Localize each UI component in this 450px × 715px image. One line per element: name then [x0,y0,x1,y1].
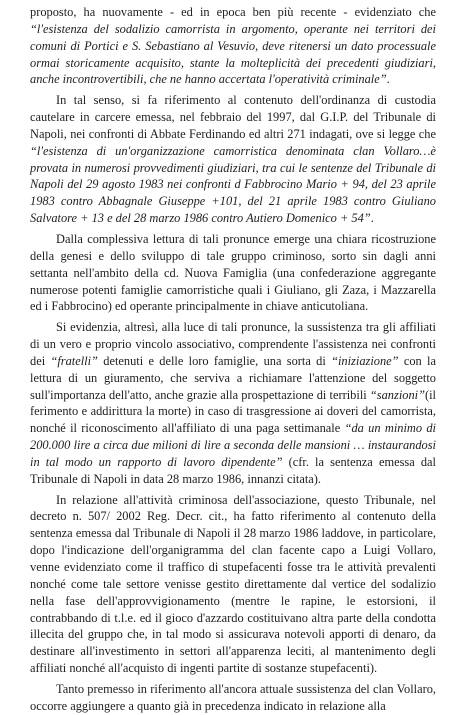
paragraph-text: Tanto premesso in riferimento all'ancora attuale sussistenza del clan Vollaro, occorre aggiungere a quanto già in precedenza indicato in relazione alla [30,681,436,713]
body-paragraph [30,4,436,88]
body-paragraph [30,92,436,227]
quoted-text: “sanzioni” [369,387,425,402]
paragraph-text: In tal senso, si fa riferimento al contenuto dell'ordinanza di custodia cautelare in carcere emessa, nel febbraio del 1997, dal G.I.P. del Tribunale di Napoli, nei confronti di Abbate Ferdinando ed altri 271 indagati, ove si legge che [30,93,436,141]
paragraph-text: (il ferimento e addirittura la morte) in caso di trasgressione ai doveri del camorrista, nonché il riconoscimento all'affiliato di una paga settimanale [30,387,436,436]
paragraph-text: . [370,211,374,226]
paragraph-text: detenuti e delle loro famiglie, una sorta di [97,353,332,368]
paragraph-text: (cfr. la sentenza emessa dal Tribunale di Napoli in data 28 marzo 1986, innanzi citata). [30,454,436,486]
paragraph-text: proposto, ha nuovamente - ed in epoca ben più recente - evidenziato che [30,5,436,19]
body-paragraph [30,231,436,315]
quoted-text: “iniziazione” [331,353,399,368]
body-paragraph [30,319,436,487]
quoted-text: “fratelli” [50,353,98,368]
paragraph-text: Si evidenzia, altresì, alla luce di tali pronunce, la sussistenza tra gli affiliati di un vero e proprio vincolo associativo, comprendente l'assistenza nei confronti dei [30,320,436,368]
body-paragraph [30,681,436,715]
paragraph-text: con la lettura di un giuramento, che serviva a richiamare l'attenzione del soggetto sull'importanza dell'atto, anche grazie alla prospettazione di terribili [30,353,436,402]
quoted-text: “l'esistenza del sodalizio camorrista in argomento, operante nei territori dei comuni di Portici e S. Sebastiano al Vesuvio, deve ritenersi un dato processuale ormai storicamente acquisito, stante la molteplicità dei precedenti giudiziari, anche incontrovertibili, che ne hanno accertata l'operatività criminale” [30,21,436,87]
paragraph-text: . [386,72,390,87]
quoted-text: “da un minimo di 200.000 lire a circa due milioni di lire a seconda delle mansioni … instaurandosi in tal modo un rapporto di lavoro dipendente” [30,421,436,469]
paragraph-text: In relazione all'attività criminosa dell'associazione, questo Tribunale, nel decreto n. 507/ 2002 Reg. Decr. cit., ha fatto riferimento al contenuto della sentenza emessa dal Tribunale di Napoli il 28 marzo 1986 laddove, in particolare, dopo l'indicazione dell'organigramma del clan facente capo a Luigi Vollaro, venne evidenziato come il traffico di stupefacenti fosse tra le attività prevalenti nonché come tale settore venisse gestito direttamente dal vertice del sodalizio nella fase dell'approvvigionamento (mentre le rapine, le estorsioni, il contrabbando di t.l.e. ed il gioco d'azzardo costituivano altra parte della condotta illecita del gruppo che, in tal modo si assicurava notevoli apporti di denaro, da destinare all'investimento in settori all'apparenza leciti, al mantenimento degli affiliati nonché all'acquisto di ingenti partite di sostanze stupefacenti). [30,492,436,676]
quoted-text: “l'esistenza di un'organizzazione camorristica denominata clan Vollaro…è provata in numerosi provvedimenti giudiziari, tra cui le sentenze del Tribunale di Napoli del 29 agosto 1983 nei confronti d Fabbrocino Mario + 94, del 23 aprile 1983 contro Abbagnale Giuseppe +101, del 21 aprile 1983 contro Giuliano Salvatore + 13 e del 28 marzo 1986 contro Autiero Domenico + 54” [30,143,436,226]
paragraph-text: Dalla complessiva lettura di tali pronunce emerge una chiara ricostruzione della genesi e dello sviluppo di tale gruppo criminoso, sorto sin dagli anni settanta nell'ambito della cd. Nuova Famiglia (una confederazione aggregante numerose potenti famiglie camorristiche quali i Giuliano, gli Zaza, i Mazzarella ed i Fabbrocino) ed operante principalmente in chiave anticutoliana. [30,231,436,314]
body-paragraph [30,492,436,677]
